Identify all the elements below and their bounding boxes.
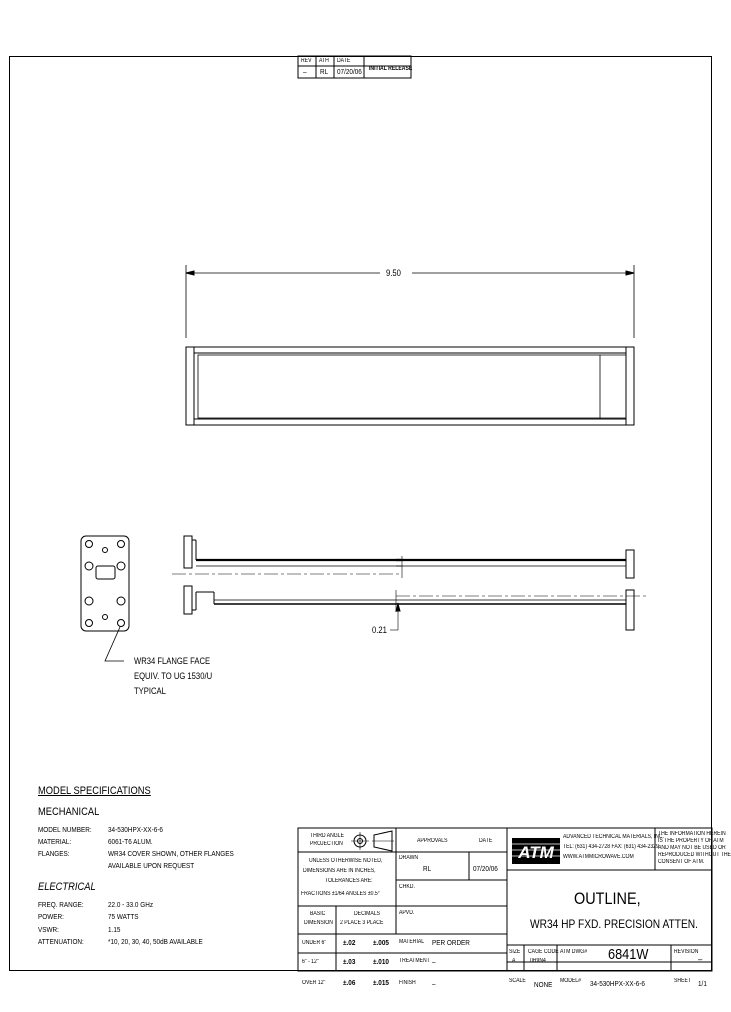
drawing-subtitle: WR34 HP FXD. PRECISION ATTEN. xyxy=(530,917,698,931)
flange-callout-line-3: TYPICAL xyxy=(134,686,166,696)
dwg-number-label: ATM DWG# xyxy=(560,949,588,955)
wall-dimension: 0.21 xyxy=(372,625,387,635)
tolerance-range: OVER 12" xyxy=(302,980,326,986)
drawn-date: 07/20/06 xyxy=(473,864,498,873)
scale-label: SCALE xyxy=(509,978,526,984)
drawn-by: RL xyxy=(423,864,432,873)
tolerance-note-3: TOLERANCES ARE: xyxy=(325,878,373,884)
rev-description: INITIAL RELEASE xyxy=(369,66,413,72)
finish-value: – xyxy=(432,979,436,988)
tolerance-range: 6" - 12" xyxy=(302,959,319,965)
ath-header: ATH xyxy=(319,58,329,64)
basic-header-2: DIMENSION xyxy=(304,920,333,926)
company-web: WWW.ATMMICROWAVE.COM xyxy=(563,854,634,860)
spec-value: 34-530HPX-XX-6-6 xyxy=(108,825,163,834)
spec-label: FLANGES: xyxy=(38,849,70,858)
tolerance-2place: ±.06 xyxy=(343,978,356,987)
rev-header: REV xyxy=(301,58,312,64)
projection-label-2: PROJECTION xyxy=(310,841,343,847)
revision-label: REVISION xyxy=(674,949,699,955)
spec-value: 75 WATTS xyxy=(108,912,139,921)
sheet-label: SHEET xyxy=(674,978,692,984)
flange-face-view xyxy=(81,536,129,661)
treatment-label: TREATMENT xyxy=(399,958,430,964)
spec-label: MATERIAL: xyxy=(38,837,72,846)
date-value: 07/20/06 xyxy=(337,67,362,76)
size-label: SIZE xyxy=(509,949,521,955)
decimals-header-1: DECIMALS xyxy=(354,911,381,917)
tolerance-note-4: FRACTIONS ±1/64 ANGLES ±0.5° xyxy=(301,891,380,897)
spec-value: *10, 20, 30, 40, 50dB AVAILABLE xyxy=(108,937,203,946)
chkd-label: CHKD. xyxy=(399,884,415,890)
atm-logo-text: ATM xyxy=(518,843,554,862)
tolerance-note-2: DIMENSIONS ARE IN INCHES, xyxy=(303,868,376,874)
specs-title: MODEL SPECIFICATIONS xyxy=(38,785,151,797)
proprietary-line: AND MAY NOT BE USED OR xyxy=(658,845,726,851)
flange-callout-line-1: WR34 FLANGE FACE xyxy=(134,656,211,666)
company-phone: TEL: (631) 434-2728 FAX: (631) 434-2329 xyxy=(563,844,659,850)
ath-value: RL xyxy=(320,67,329,76)
cage-code-value: 0R9N4 xyxy=(530,958,546,964)
model-value: 34-530HPX-XX-6-6 xyxy=(590,979,645,988)
spec-value-continued: AVAILABLE UPON REQUEST xyxy=(108,861,195,870)
material-label: MATERIAL xyxy=(399,939,425,945)
proprietary-line: CONSENT OF ATM. xyxy=(658,859,705,865)
spec-value: 1.15 xyxy=(108,925,121,934)
top-view xyxy=(186,265,634,425)
atm-logo xyxy=(512,838,560,864)
spec-label: VSWR: xyxy=(38,925,59,934)
flange-callout-line-2: EQUIV. TO UG 1530/U xyxy=(134,671,213,681)
tolerance-3place: ±.015 xyxy=(373,978,389,987)
finish-label: FINISH xyxy=(399,980,416,986)
spec-label: MODEL NUMBER: xyxy=(38,825,92,834)
scale-value: NONE xyxy=(534,980,553,989)
tolerance-3place: ±.005 xyxy=(373,938,389,947)
overall-length-dimension: 9.50 xyxy=(386,268,401,278)
cage-code-label: CAGE CODE xyxy=(528,949,559,955)
spec-value: 22.0 - 33.0 GHz xyxy=(108,900,154,909)
approvals-label: APPROVALS xyxy=(417,838,448,844)
company-name: ADVANCED TECHNICAL MATERIALS, INC. xyxy=(563,834,664,840)
spec-label: POWER: xyxy=(38,912,64,921)
mechanical-heading: MECHANICAL xyxy=(38,806,100,818)
model-label: MODEL# xyxy=(560,978,581,984)
side-section-view xyxy=(172,536,648,630)
tolerance-2place: ±.03 xyxy=(343,957,356,966)
date-header: DATE xyxy=(337,58,351,64)
drawing-title: OUTLINE, xyxy=(574,889,641,908)
apvd-label: APVD. xyxy=(399,910,415,916)
size-value: A xyxy=(512,958,516,964)
rev-value: – xyxy=(303,67,307,76)
proprietary-line: REPRODUCED WITHOUT THE xyxy=(658,852,731,858)
sheet-value: 1/1 xyxy=(698,979,707,988)
date-label: DATE xyxy=(479,838,493,844)
spec-label: FREQ. RANGE: xyxy=(38,900,84,909)
material-value: PER ORDER xyxy=(432,938,470,947)
tolerance-note-1: UNLESS OTHERWISE NOTED, xyxy=(309,858,383,864)
spec-value: 6061-T6 ALUM. xyxy=(108,837,153,846)
tolerance-2place: ±.02 xyxy=(343,938,356,947)
treatment-value: – xyxy=(432,957,436,966)
tolerance-3place: ±.010 xyxy=(373,957,389,966)
decimals-header-2: 2 PLACE 3 PLACE xyxy=(340,920,384,926)
spec-value: WR34 COVER SHOWN, OTHER FLANGES xyxy=(108,849,234,858)
drawn-label: DRAWN xyxy=(399,855,419,861)
projection-label-1: THIRD ANGLE xyxy=(310,833,345,839)
electrical-heading: ELECTRICAL xyxy=(38,881,96,893)
tolerance-range: UNDER 6" xyxy=(302,940,327,946)
spec-label: ATTENUATION: xyxy=(38,937,84,946)
basic-header-1: BASIC xyxy=(310,911,326,917)
dwg-number-value: 6841W xyxy=(608,946,649,963)
proprietary-line: THE INFORMATION HEREIN xyxy=(658,831,726,837)
proprietary-line: IS THE PROPERTY OF ATM xyxy=(658,838,724,844)
revision-value: – xyxy=(698,954,703,964)
